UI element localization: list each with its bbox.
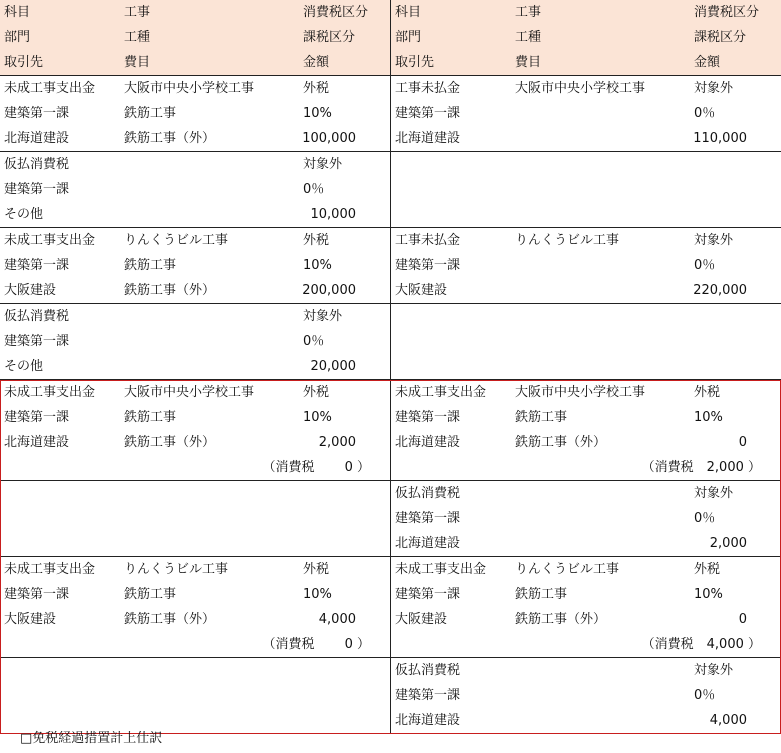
entry-row [391, 405, 781, 430]
account-cell: 仮払消費税 [4, 309, 70, 324]
journal-entry [0, 152, 390, 228]
entry-row [0, 607, 390, 632]
value-cell: 0 [738, 612, 747, 627]
value-cell: 2,000 [318, 435, 356, 450]
account-cell: 未成工事支出金 [395, 385, 487, 400]
account-cell: 工事未払金 [395, 233, 461, 248]
account-cell: 北海道建設 [4, 435, 70, 450]
account-cell: 部門 [395, 30, 422, 45]
entry-row [0, 228, 390, 253]
project-cell: 工事 [124, 5, 151, 20]
value-cell: 課税区分 [694, 30, 747, 45]
entry-row [0, 101, 390, 126]
credit-side [391, 0, 781, 734]
project-cell: りんくうビル工事 [124, 233, 229, 248]
account-cell: 未成工事支出金 [395, 562, 487, 577]
entry-row [0, 126, 390, 151]
value-cell: 0％ [694, 688, 716, 703]
project-cell: 費目 [515, 55, 542, 70]
project-cell: 大阪市中央小学校工事 [124, 81, 255, 96]
account-cell: 未成工事支出金 [4, 81, 96, 96]
value-cell: 対象外 [303, 157, 343, 172]
consumption-tax-note: （消費税 0 ） [262, 460, 370, 475]
account-cell: 北海道建設 [4, 131, 70, 146]
value-cell: 対象外 [694, 486, 734, 501]
entry-row [0, 329, 390, 354]
journal-entry [0, 380, 390, 481]
account-cell: 建築第一課 [4, 182, 70, 197]
value-cell: 4,000 [318, 612, 356, 627]
entry-row [0, 304, 390, 329]
footer-caption: □免税経過措置計上仕訳 [20, 731, 163, 746]
entry-row [0, 177, 390, 202]
value-cell: 課税区分 [303, 30, 356, 45]
tax-note-row [0, 455, 390, 480]
account-cell: 取引先 [4, 55, 44, 70]
account-cell: 建築第一課 [4, 587, 70, 602]
value-cell: 0％ [694, 511, 716, 526]
header-row [391, 25, 781, 50]
entry-row [0, 380, 390, 405]
value-cell: 220,000 [693, 283, 747, 298]
account-cell: 建築第一課 [395, 410, 461, 425]
account-cell: 工事未払金 [395, 81, 461, 96]
center-divider [390, 0, 391, 734]
value-cell: 対象外 [694, 81, 734, 96]
account-cell: 建築第一課 [4, 258, 70, 273]
account-cell: 北海道建設 [395, 536, 461, 551]
account-cell: その他 [4, 359, 44, 374]
journal-entry [391, 76, 781, 152]
value-cell: 外税 [303, 81, 330, 96]
entry-row [391, 582, 781, 607]
value-cell: 金額 [694, 55, 721, 70]
value-cell: 10% [303, 587, 332, 602]
value-cell: 外税 [303, 385, 330, 400]
project-cell: 鉄筋工事 [124, 587, 177, 602]
project-cell: 鉄筋工事（外） [515, 612, 607, 627]
value-cell: 外税 [694, 562, 721, 577]
account-cell: 建築第一課 [395, 258, 461, 273]
account-cell: 未成工事支出金 [4, 562, 96, 577]
project-cell: 工種 [515, 30, 542, 45]
account-cell: 北海道建設 [395, 713, 461, 728]
entry-row [0, 152, 390, 177]
account-cell: 仮払消費税 [395, 486, 461, 501]
project-cell: りんくうビル工事 [515, 233, 620, 248]
journal-entry [0, 304, 390, 380]
consumption-tax-note: （消費税 2,000 ） [641, 460, 761, 475]
header-row [0, 25, 390, 50]
tax-note-row [0, 632, 390, 657]
project-cell: 鉄筋工事 [124, 410, 177, 425]
entry-row [391, 76, 781, 101]
journal-entry [391, 380, 781, 481]
value-cell: 対象外 [303, 309, 343, 324]
account-cell: 北海道建設 [395, 435, 461, 450]
entry-row [0, 202, 390, 227]
account-cell: 未成工事支出金 [4, 385, 96, 400]
project-cell: 鉄筋工事（外） [124, 283, 216, 298]
account-cell: 取引先 [395, 55, 435, 70]
journal-entry [391, 481, 781, 557]
account-cell: 仮払消費税 [4, 157, 70, 172]
entry-row [391, 228, 781, 253]
account-cell: 建築第一課 [395, 688, 461, 703]
account-cell: 北海道建設 [395, 131, 461, 146]
value-cell: 外税 [694, 385, 721, 400]
tax-note-row [391, 455, 781, 480]
header-row [0, 0, 390, 25]
project-cell: 鉄筋工事（外） [515, 435, 607, 450]
journal-entry [0, 228, 390, 304]
header-block [0, 0, 390, 76]
journal-entry [0, 557, 390, 658]
entry-row [0, 582, 390, 607]
entry-row [391, 708, 781, 733]
empty-block [391, 152, 781, 228]
value-cell: 外税 [303, 562, 330, 577]
header-row [391, 0, 781, 25]
project-cell: りんくうビル工事 [124, 562, 229, 577]
account-cell: 大阪建設 [4, 283, 57, 298]
account-cell: 大阪建設 [395, 612, 448, 627]
value-cell: 10% [694, 587, 723, 602]
account-cell: 科目 [4, 5, 31, 20]
entry-row [391, 683, 781, 708]
value-cell: 消費税区分 [303, 5, 369, 20]
entry-row [391, 101, 781, 126]
project-cell: りんくうビル工事 [515, 562, 620, 577]
account-cell: 建築第一課 [395, 511, 461, 526]
value-cell: 0％ [694, 106, 716, 121]
entry-row [0, 430, 390, 455]
account-cell: その他 [4, 207, 44, 222]
account-cell: 建築第一課 [395, 587, 461, 602]
tax-note-row [391, 632, 781, 657]
project-cell: 工種 [124, 30, 151, 45]
empty-block [0, 658, 390, 734]
value-cell: 10,000 [310, 207, 356, 222]
project-cell: 大阪市中央小学校工事 [124, 385, 255, 400]
project-cell: 大阪市中央小学校工事 [515, 81, 646, 96]
entry-row [391, 557, 781, 582]
project-cell: 鉄筋工事 [515, 587, 568, 602]
account-cell: 仮払消費税 [395, 663, 461, 678]
entry-row [0, 253, 390, 278]
value-cell: 10% [303, 258, 332, 273]
account-cell: 部門 [4, 30, 31, 45]
value-cell: 10% [303, 106, 332, 121]
project-cell: 鉄筋工事 [515, 410, 568, 425]
journal-entry [391, 658, 781, 734]
empty-block [391, 304, 781, 380]
project-cell: 鉄筋工事（外） [124, 131, 216, 146]
entry-row [391, 253, 781, 278]
value-cell: 対象外 [694, 233, 734, 248]
entry-row [391, 126, 781, 151]
value-cell: 0 [738, 435, 747, 450]
entry-row [0, 278, 390, 303]
value-cell: 金額 [303, 55, 330, 70]
value-cell: 4,000 [709, 713, 747, 728]
project-cell: 鉄筋工事（外） [124, 612, 216, 627]
account-cell: 科目 [395, 5, 422, 20]
entry-row [391, 531, 781, 556]
account-cell: 未成工事支出金 [4, 233, 96, 248]
value-cell: 100,000 [302, 131, 356, 146]
project-cell: 鉄筋工事 [124, 106, 177, 121]
header-block [391, 0, 781, 76]
value-cell: 0％ [303, 334, 325, 349]
entry-row [391, 658, 781, 683]
value-cell: 0％ [303, 182, 325, 197]
entry-row [0, 405, 390, 430]
journal-entry [391, 228, 781, 304]
entry-row [391, 430, 781, 455]
project-cell: 鉄筋工事（外） [124, 435, 216, 450]
value-cell: 消費税区分 [694, 5, 760, 20]
account-cell: 大阪建設 [395, 283, 448, 298]
value-cell: 10% [303, 410, 332, 425]
header-row [0, 50, 390, 75]
journal-entry [391, 557, 781, 658]
entry-row [391, 481, 781, 506]
value-cell: 20,000 [310, 359, 356, 374]
value-cell: 2,000 [709, 536, 747, 551]
journal-entry [0, 76, 390, 152]
empty-block [0, 481, 390, 557]
consumption-tax-note: （消費税 0 ） [262, 637, 370, 652]
entry-row [391, 506, 781, 531]
value-cell: 10% [694, 410, 723, 425]
project-cell: 鉄筋工事 [124, 258, 177, 273]
value-cell: 0％ [694, 258, 716, 273]
entry-row [0, 557, 390, 582]
debit-side [0, 0, 390, 734]
entry-row [391, 380, 781, 405]
consumption-tax-note: （消費税 4,000 ） [641, 637, 761, 652]
project-cell: 費目 [124, 55, 151, 70]
account-cell: 建築第一課 [395, 106, 461, 121]
project-cell: 工事 [515, 5, 542, 20]
account-cell: 建築第一課 [4, 334, 70, 349]
project-cell: 大阪市中央小学校工事 [515, 385, 646, 400]
value-cell: 200,000 [302, 283, 356, 298]
entry-row [0, 76, 390, 101]
value-cell: 外税 [303, 233, 330, 248]
value-cell: 110,000 [693, 131, 747, 146]
entry-row [391, 607, 781, 632]
account-cell: 大阪建設 [4, 612, 57, 627]
header-row [391, 50, 781, 75]
entry-row [391, 278, 781, 303]
entry-row [0, 354, 390, 379]
account-cell: 建築第一課 [4, 106, 70, 121]
account-cell: 建築第一課 [4, 410, 70, 425]
value-cell: 対象外 [694, 663, 734, 678]
